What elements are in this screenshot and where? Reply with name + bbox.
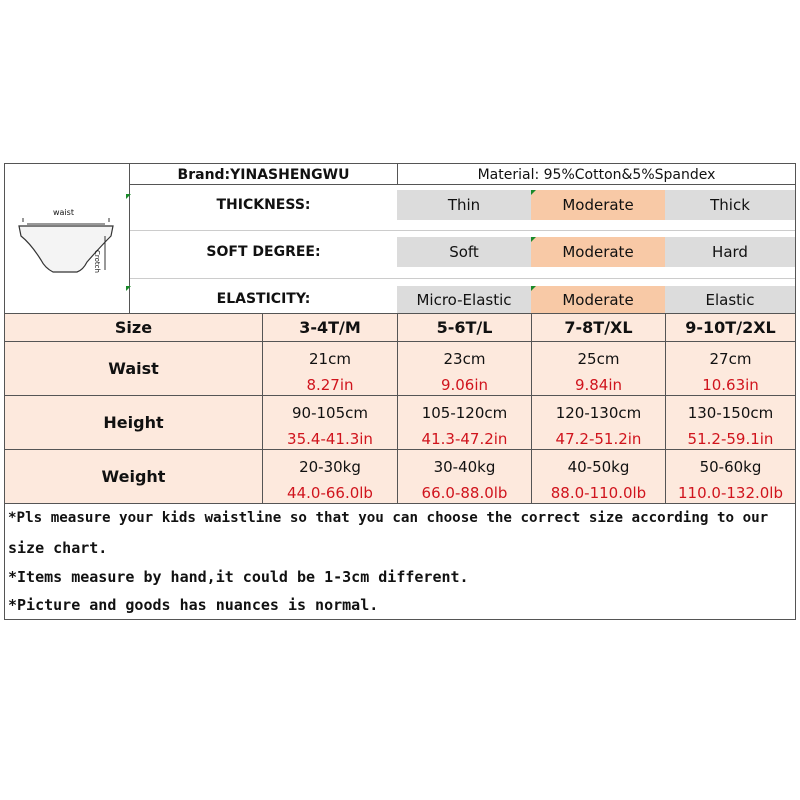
height-cm: 90-105cm [292,404,368,422]
height-cm: 105-120cm [421,404,508,422]
size-col-7-8t: 7-8T/XL [564,318,633,337]
table-cell [532,450,665,503]
size-col-3-4t: 3-4T/M [299,318,361,337]
note-measure-cont: size chart. [8,539,108,557]
waist-cm: 25cm [577,350,620,368]
elasticity-label: ELASTICITY: [216,291,311,307]
waist-label: waist [53,208,74,217]
weight-lb: 110.0-132.0lb [678,484,783,502]
soft-option-moderate: Moderate [531,237,665,267]
table-cell [666,342,795,395]
waist-cm: 27cm [709,350,752,368]
thickness-label: THICKNESS: [216,197,311,213]
soft-option-soft: Soft [397,237,531,267]
table-cell [666,396,795,449]
weight-kg: 40-50kg [567,458,630,476]
table-cell [532,396,665,449]
table-cell [263,450,397,503]
size-header: Size [114,318,153,337]
note-nuances: *Picture and goods has nuances is normal. [8,596,379,614]
weight-kg: 30-40kg [433,458,496,476]
weight-row-label: Weight [101,467,166,486]
height-in: 47.2-51.2in [555,430,642,448]
brand-label: Brand:YINASHENGWU [177,166,350,183]
note-measure: *Pls measure your kids waistline so that you can choose the correct size according to our [8,510,769,526]
elastic-option-elastic: Elastic [665,286,795,313]
table-cell [263,342,397,395]
thickness-option-moderate: Moderate [531,190,665,220]
weight-lb: 44.0-66.0lb [287,484,373,502]
soft-option-hard: Hard [665,237,795,267]
height-in: 51.2-59.1in [687,430,774,448]
weight-kg: 20-30kg [299,458,361,476]
material-label: Material: 95%Cotton&5%Spandex [477,166,716,183]
crotch-label: Crotch [93,250,101,273]
weight-lb: 88.0-110.0lb [550,484,647,502]
thickness-option-thick: Thick [665,190,795,220]
note-hand-measure: *Items measure by hand,it could be 1-3cm different. [8,568,469,586]
table-cell [398,396,531,449]
thickness-option-thin: Thin [397,190,531,220]
size-col-5-6t: 5-6T/L [436,318,493,337]
product-diagram [5,164,129,313]
height-in: 35.4-41.3in [287,430,373,448]
table-cell [263,396,397,449]
table-cell [532,342,665,395]
elastic-option-moderate: Moderate [531,286,665,313]
table-cell [398,342,531,395]
table-cell [398,450,531,503]
waist-in: 8.27in [306,376,354,394]
waist-in: 9.84in [574,376,623,394]
underwear-outline-icon [5,164,129,313]
size-col-9-10t: 9-10T/2XL [685,318,776,337]
table-cell [666,450,795,503]
soft-degree-label: SOFT DEGREE: [206,244,321,260]
waist-in: 9.06in [440,376,489,394]
waist-in: 10.63in [702,376,759,394]
waist-cm: 21cm [309,350,351,368]
height-row-label: Height [103,413,164,432]
weight-lb: 66.0-88.0lb [421,484,508,502]
height-cm: 130-150cm [687,404,774,422]
weight-kg: 50-60kg [699,458,762,476]
height-in: 41.3-47.2in [421,430,508,448]
waist-row-label: Waist [108,359,159,378]
waist-cm: 23cm [443,350,486,368]
height-cm: 120-130cm [555,404,642,422]
elastic-option-micro: Micro-Elastic [397,286,531,313]
